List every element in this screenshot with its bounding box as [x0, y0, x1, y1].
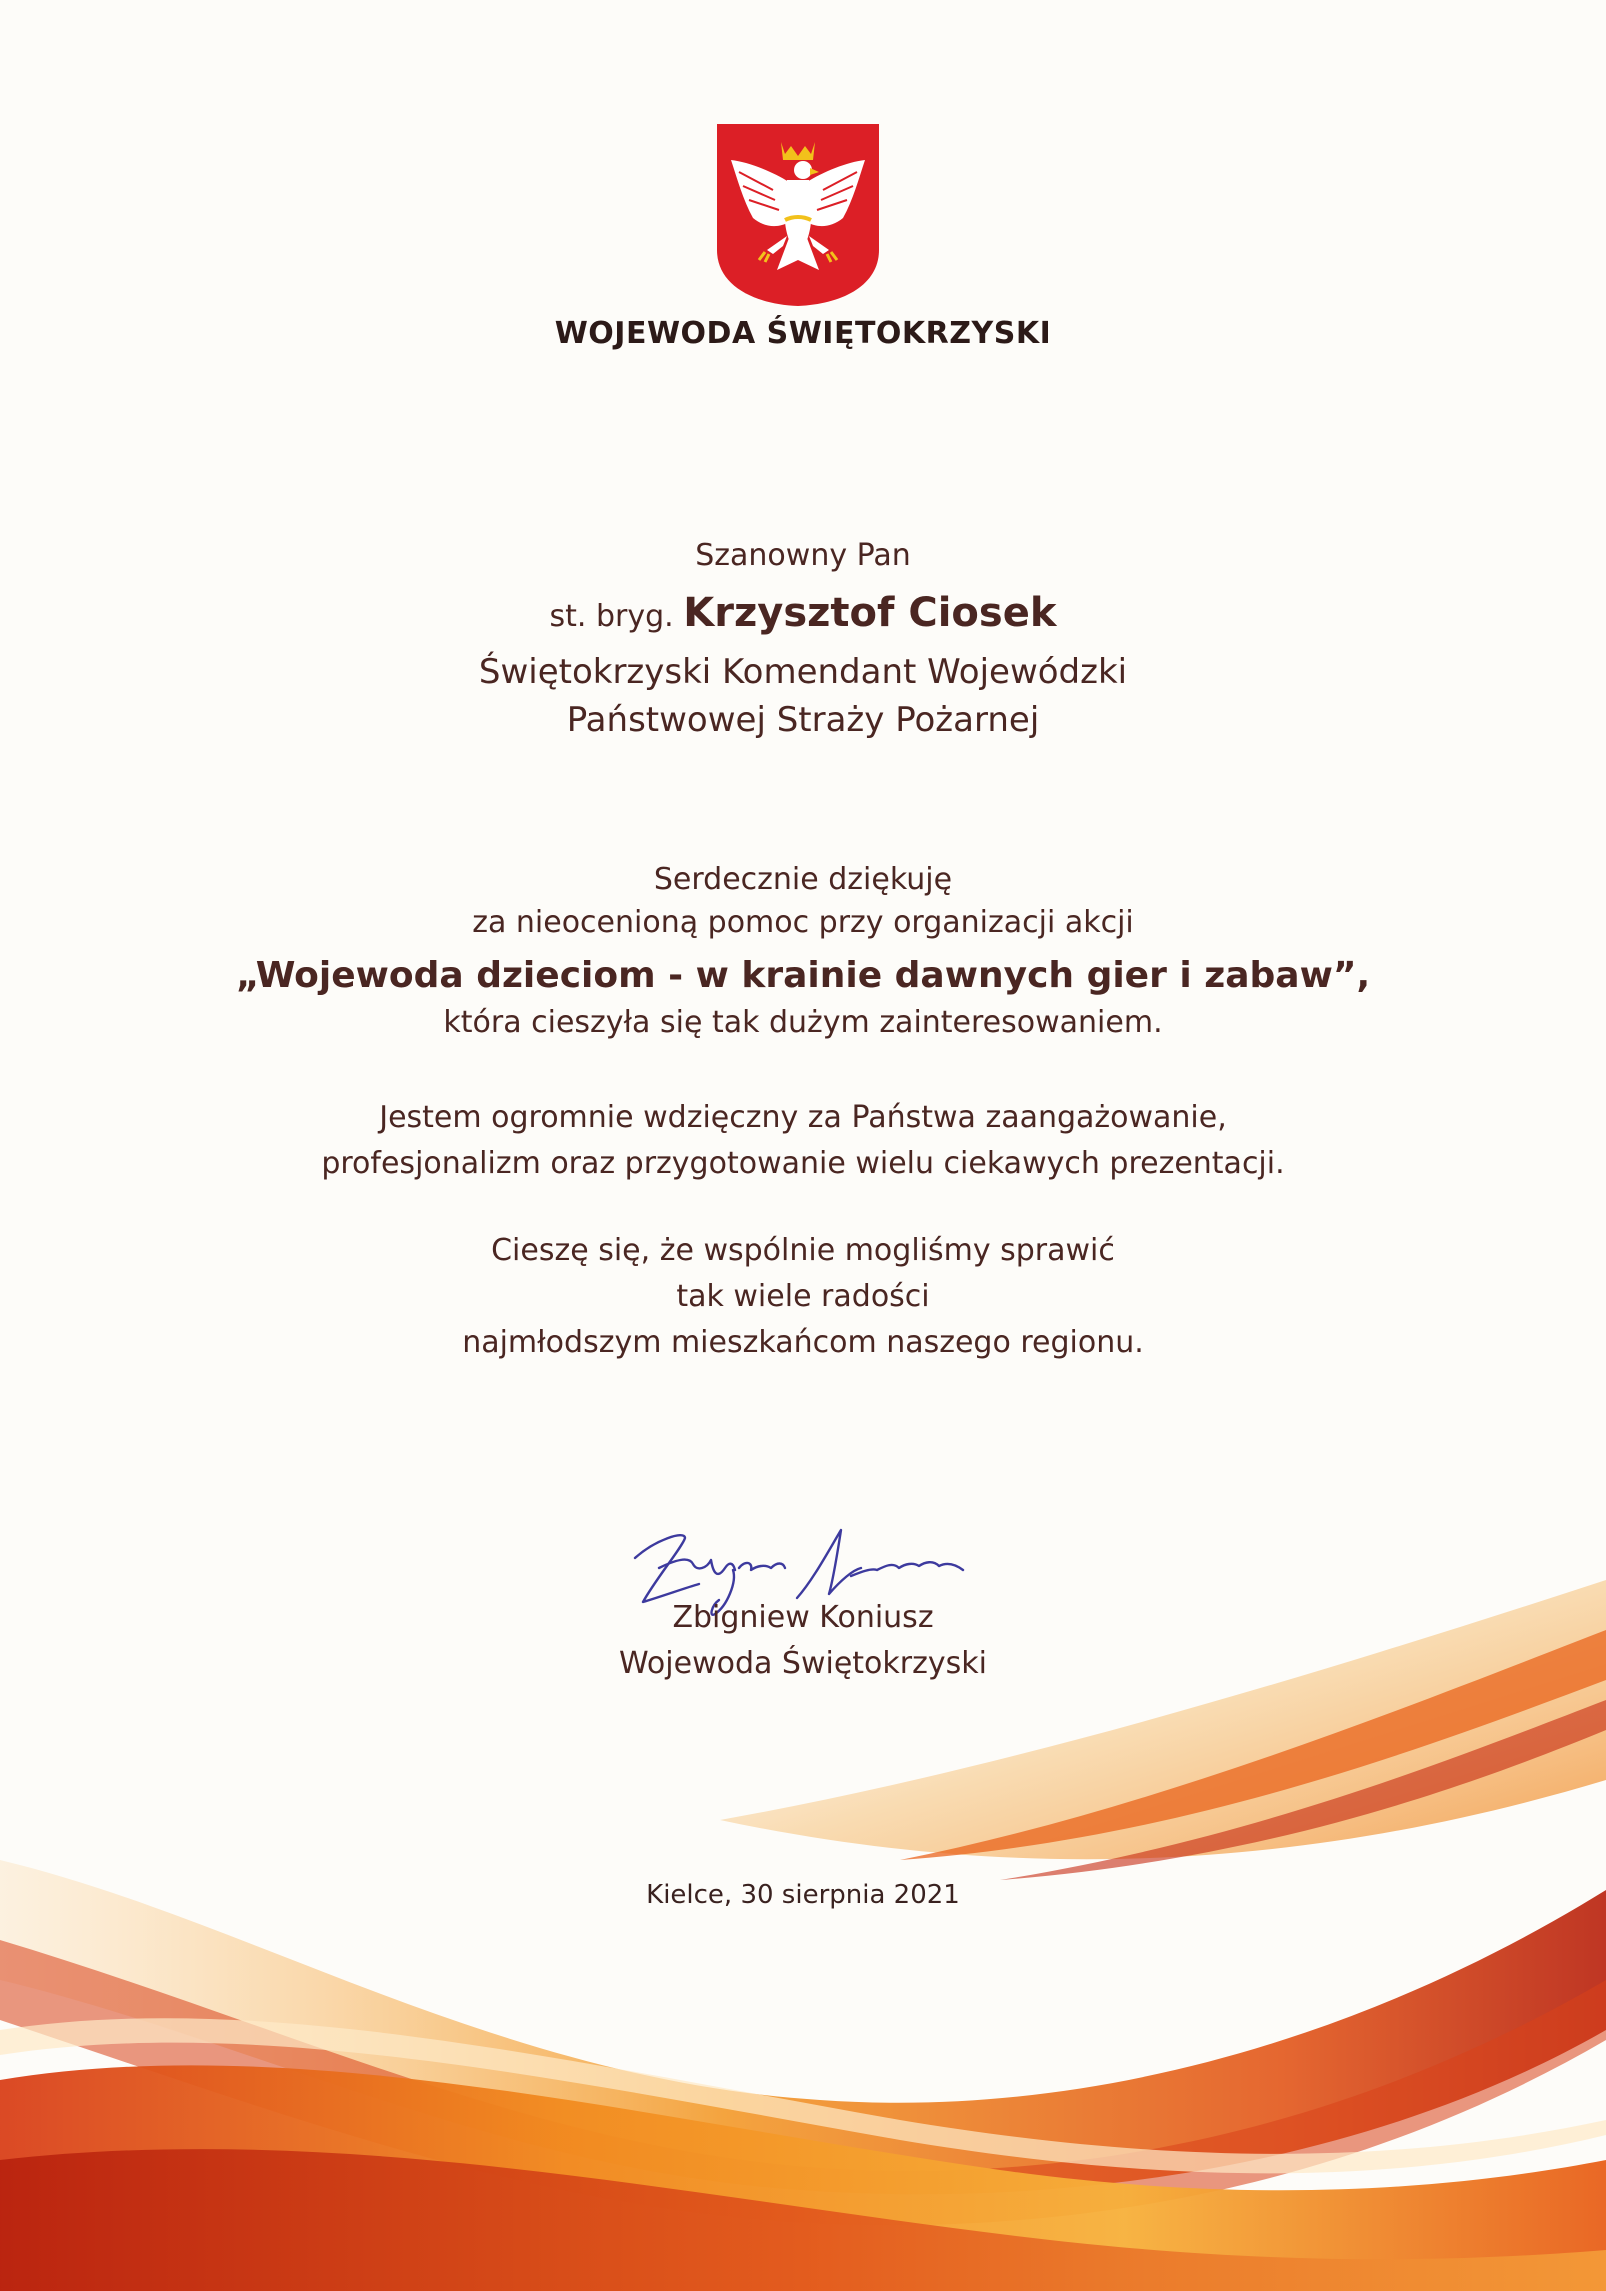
recipient-organization: Państwowej Straży Pożarnej	[566, 700, 1040, 740]
signer-title: Wojewoda Świętokrzyski	[619, 1646, 987, 1681]
thanks-line: która cieszyła się tak dużym zainteresowaniem.	[443, 1005, 1163, 1040]
white-eagle-emblem-icon	[713, 120, 883, 308]
recipient-rank: st. bryg.	[549, 599, 674, 634]
thanks-line: Serdecznie dziękuję	[653, 862, 953, 897]
thanks-line: za nieocenioną pomoc przy organizacji akcji	[472, 905, 1134, 940]
closing-line: najmłodszym mieszkańcom naszego regionu.	[462, 1325, 1144, 1360]
issuer-heading: WOJEWODA ŚWIĘTOKRZYSKI	[554, 316, 1052, 351]
recipient-title: Świętokrzyski Komendant Wojewódzki	[478, 652, 1128, 692]
recipient-name-line	[0, 590, 1606, 636]
recipient-name: Krzysztof Ciosek	[683, 590, 1057, 636]
event-name: „Wojewoda dzieciom - w krainie dawnych gier i zabaw”,	[235, 955, 1371, 996]
gratitude-line: profesjonalizm oraz przygotowanie wielu ciekawych prezentacji.	[321, 1146, 1285, 1181]
gratitude-line: Jestem ogromnie wdzięczny za Państwa zaangażowanie,	[379, 1100, 1227, 1135]
signer-name: Zbigniew Koniusz	[672, 1600, 934, 1635]
closing-line: tak wiele radości	[676, 1279, 930, 1314]
closing-line: Cieszę się, że wspólnie mogliśmy sprawić	[491, 1233, 1115, 1268]
salutation: Szanowny Pan	[695, 538, 911, 573]
place-and-date: Kielce, 30 sierpnia 2021	[646, 1880, 960, 1910]
